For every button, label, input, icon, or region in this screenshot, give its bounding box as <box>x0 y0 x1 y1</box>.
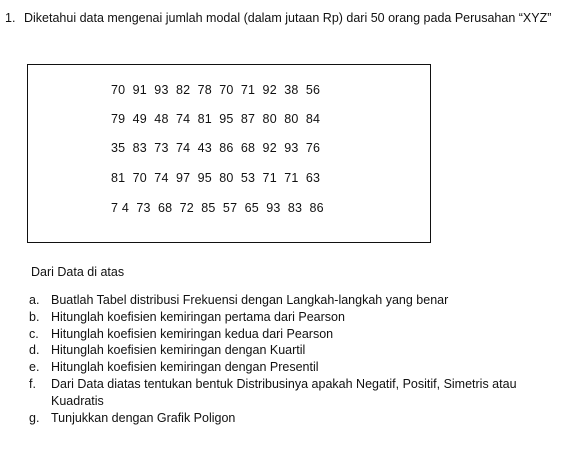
task-text: Hitunglah koefisien kemiringan dengan Presentil <box>51 360 319 375</box>
data-row-4: 81 70 74 97 95 80 53 71 71 63 <box>111 171 321 185</box>
data-row-2: 79 49 48 74 81 95 87 80 80 84 <box>111 112 321 126</box>
task-letter: g. <box>29 410 40 425</box>
task-letter: f. <box>29 376 36 391</box>
task-text: Dari Data diatas tentukan bentuk Distribusinya apakah Negatif, Positif, Simetris atau Kuadratis <box>51 376 517 408</box>
question-header <box>5 10 560 27</box>
task-item-c <box>29 326 559 343</box>
task-text: Buatlah Tabel distribusi Frekuensi dengan Langkah-langkah yang benar <box>51 293 449 307</box>
task-letter: b. <box>29 309 40 324</box>
task-item-g <box>29 410 559 427</box>
question-text: Diketahui data mengenai jumlah modal (dalam jutaan Rp) dari 50 orang pada Perusahan “XYZ” <box>24 11 552 25</box>
task-letter: c. <box>29 326 39 341</box>
intro-text: Dari Data di atas <box>31 265 125 279</box>
question-number: 1. <box>5 11 16 25</box>
task-item-d <box>29 342 559 359</box>
data-row-1: 70 91 93 82 78 70 71 92 38 56 <box>111 83 321 97</box>
task-text: Hitunglah koefisien kemiringan pertama dari Pearson <box>51 309 345 324</box>
task-item-a <box>29 292 559 309</box>
task-letter: e. <box>29 360 40 375</box>
task-text: Hitunglah koefisien kemiringan kedua dari Pearson <box>51 326 334 341</box>
task-letter: a. <box>29 293 40 307</box>
data-table-box <box>27 64 431 243</box>
data-row-3: 35 83 73 74 43 86 68 92 93 76 <box>111 141 321 155</box>
task-item-b <box>29 309 559 326</box>
task-item-e <box>29 359 559 376</box>
task-item-f <box>29 376 559 410</box>
task-letter: d. <box>29 343 40 358</box>
task-text: Hitunglah koefisien kemiringan dengan Kuartil <box>51 343 306 358</box>
task-list <box>29 292 559 426</box>
data-row-5: 7 4 73 68 72 85 57 65 93 83 86 <box>111 201 324 215</box>
task-text: Tunjukkan dengan Grafik Poligon <box>51 410 236 425</box>
